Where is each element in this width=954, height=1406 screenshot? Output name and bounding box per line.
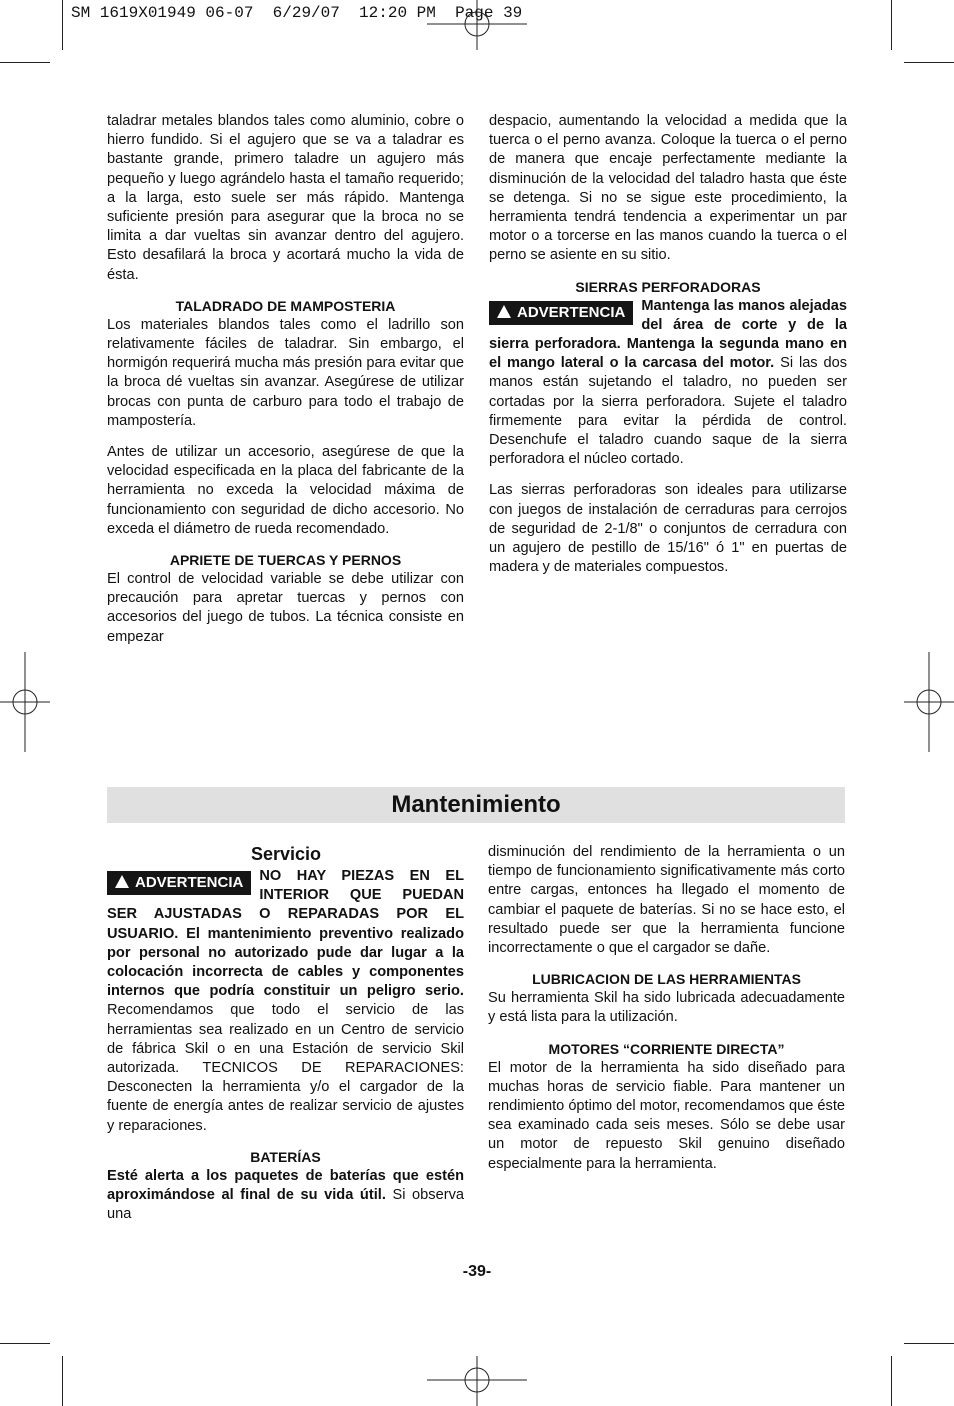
crop-mark [891, 0, 892, 50]
paragraph-lubricacion: Su herramienta Skil ha sido lubricada adecuadamente y está lista para la utilización. [488, 990, 845, 1026]
paragraph-despacio: despacio, aumentando la velocidad a medida que la tuerca o el perno avanza. Coloque la tuerca o el perno de manera que encaje perfectamente mediante la disminución de la velocidad del taladro hasta que éste se detenga. Si no se sigue este procedimiento, la herramienta tendrá tendencia a experimentar un par motor o a torcerse en las manos cuando la tuerca o el perno se asiente en su sitio. [489, 113, 847, 264]
crop-mark [904, 1343, 954, 1344]
page-number: -39- [462, 1263, 492, 1280]
paragraph-accesorio: Antes de utilizar un accesorio, asegúrese de que la velocidad especificada en la placa del fabricante de la herramienta no exceda la velocidad máxima de funcionamiento con seguridad de dicho accesorio. No exceda el diámetro de rueda recomendado. [107, 444, 464, 537]
crop-mark [62, 1356, 63, 1406]
warning-bold-text: NO HAY PIEZAS EN EL INTERIOR QUE PUEDAN SER AJUSTADAS O REPARADAS POR EL USUARIO. El mantenimiento preventivo realizado por personal no autorizado pude dar lugar a la colocación incorrecta de cables y componentes internos que podría constituir un peligro serio. [107, 868, 464, 1000]
warning-block-servicio [107, 867, 464, 1136]
registration-mark-top [427, 0, 527, 50]
heading-baterias: BATERÍAS [250, 1148, 321, 1165]
baterias-body-text: Si observa una [107, 1187, 464, 1223]
crop-mark [0, 1343, 50, 1344]
crop-mark [891, 1356, 892, 1406]
crop-mark [904, 62, 954, 63]
registration-mark-right [904, 652, 954, 752]
print-slug-line: SM 1619X01949 06-07 6/29/07 12:20 PM Page 39 [71, 4, 523, 22]
baterias-bold-text: Esté alerta a los paquetes de baterías que estén aproximándose al final de su vida útil. [107, 1167, 464, 1204]
heading-servicio: Servicio [251, 844, 322, 864]
warning-body-text: Si las dos manos están sujetando el taladro, no pueden ser cortadas por la sierra perforadora. Sujete el taladro firmemente para evitar la pérdida de control. Desenchufe el taladro cuando saque de la sierra perforadora el núcleo cortado. [489, 355, 848, 468]
registration-mark-left [0, 652, 50, 752]
top-right-column [489, 112, 847, 577]
section-title-mantenimiento: Mantenimiento [107, 787, 845, 823]
paragraph-apriete: El control de velocidad variable se debe utilizar con precaución para apretar tuercas y pernos con accesorios del juego de tubos. La técnica consiste en empezar [107, 571, 464, 645]
paragraph-baterias [107, 1167, 464, 1225]
warning-badge [107, 871, 251, 895]
warning-bold-text: Mantenga las manos alejadas del área de corte y de la sierra perforadora. Mantenga la segunda mano en el mango lateral o la carcasa del motor. [489, 297, 847, 372]
bottom-right-column [488, 843, 845, 1174]
paragraph-mamposteria: Los materiales blandos tales como el ladrillo son relativamente fáciles de taladrar. Sin embargo, el hormigón requerirá mucha más presión para evitar que la broca dé vueltas sin avanzar. Asegúrese de utilizar brocas con punta de carburo para todo el trabajo de mampostería. [107, 316, 464, 429]
paragraph-motores: El motor de la herramienta ha sido diseñado para muchas horas de servicio fiable. Para mantener un rendimiento óptimo del motor, recomendamos que éste sea examinado cada seis meses. Sólo se debe usar un motor de repuesto Skil genuino diseñado especialmente para la herramienta. [488, 1059, 845, 1172]
heading-taladrado-mamposteria: TALADRADO DE MAMPOSTERIA [175, 297, 396, 314]
warning-triangle-icon [115, 875, 129, 888]
paragraph-sierras-ideales: Las sierras perforadoras son ideales para utilizarse con juegos de instalación de cerraduras para cerrojos de seguridad de 2-1/8" o conjuntos de cerradura con un agujero de pestillo de 15/16" ó 1" en puertas de madera y de materiales compuestos. [489, 482, 847, 576]
warning-triangle-icon [497, 305, 511, 318]
heading-lubricacion: LUBRICACION DE LAS HERRAMIENTAS [532, 971, 801, 988]
crop-mark [62, 0, 63, 50]
warning-label: ADVERTENCIA [517, 303, 626, 321]
warning-body-text: Recomendamos que todo el servicio de las herramientas sea realizado en un Centro de servicio de fábrica Skil o en una Estación de servicio Skil autorizada. TECNICOS DE REPARACIONES: Desconecten la herramienta y/o el cargador de la fuente de energía antes de realizar servicio de ajustes y reparaciones. [107, 1002, 464, 1134]
registration-mark-bottom [427, 1356, 527, 1406]
warning-label: ADVERTENCIA [135, 874, 244, 891]
warning-badge [489, 301, 633, 325]
heading-sierras-perforadoras: SIERRAS PERFORADORAS [575, 278, 761, 295]
heading-apriete-tuercas: APRIETE DE TUERCAS Y PERNOS [169, 552, 402, 569]
heading-motores: MOTORES “CORRIENTE DIRECTA” [548, 1040, 785, 1057]
paragraph-disminucion: disminución del rendimiento de la herramienta o un tiempo de funcionamiento significativamente más corto entre cargas, entonces ha llegado el momento de cambiar el paquete de baterías. Si no se hace esto, el resultado puede ser que la herramienta funcione incorrectamente o que el cargador se dañe. [488, 844, 845, 957]
warning-block-sierras [489, 297, 847, 470]
paragraph-metales: taladrar metales blandos tales como aluminio, cobre o hierro fundido. Si el agujero que se va a taladrar es bastante grande, primero taladre un agujero más pequeño y luego agrándelo hasta el tamaño requerido; a la larga, esto suele ser más rápido. Mantenga suficiente presión para asegurar que la broca no se limita a dar vueltas sin avanzar dentro del agujero. Esto desafilará la broca y acortará mucho la vida de ésta. [107, 113, 464, 283]
bottom-left-column [107, 843, 464, 1224]
top-left-column [107, 112, 464, 647]
crop-mark [0, 62, 50, 63]
